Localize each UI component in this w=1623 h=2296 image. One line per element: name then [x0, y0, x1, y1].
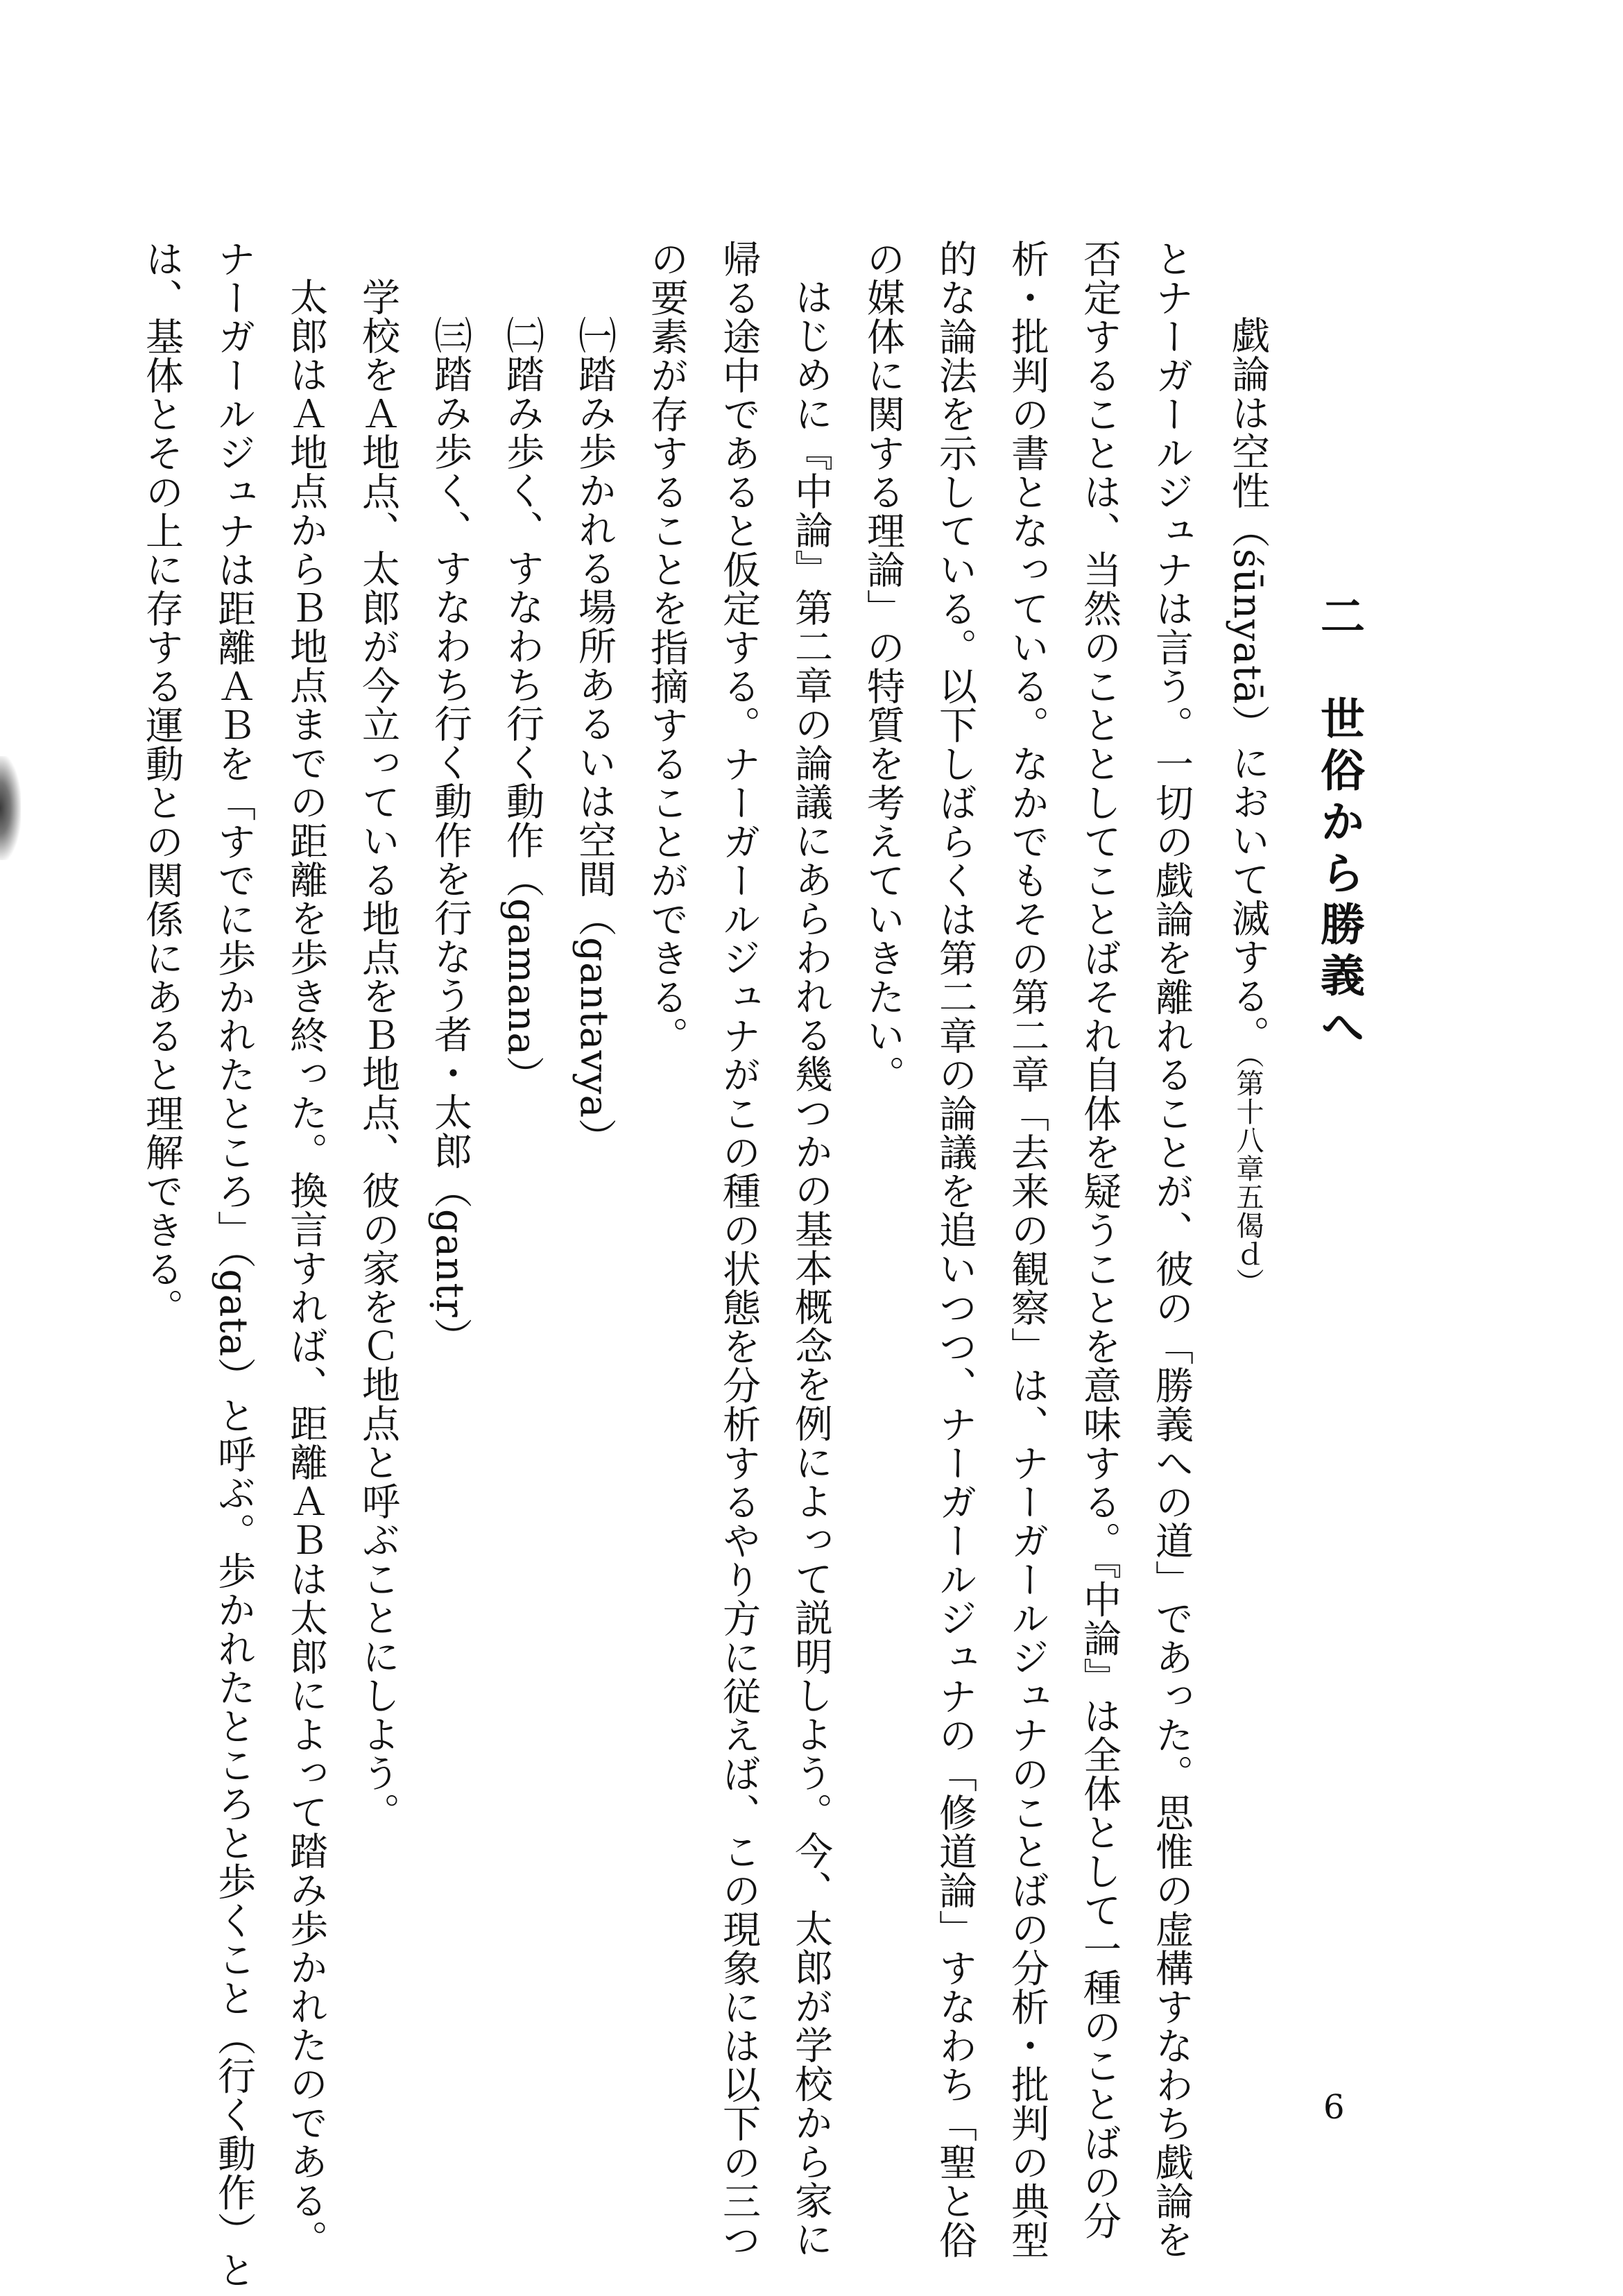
text-column: 太郎はＡ地点からＢ地点までの距離を歩き終った。換言すれば、距離ＡＢは太郎によって踏み歩かれたのである。: [284, 277, 328, 2259]
text-column: [1221, 316, 1275, 1296]
binding-shadow: [0, 756, 21, 860]
text-column: 析・批判の書となっている。なかでもその第二章「去来の観察」は、ナーガールジュナのことばの分析・批判の典型: [1005, 239, 1049, 2259]
text-column: 学校をＡ地点、太郎が今立っている地点をＢ地点、彼の家をＣ地点と呼ぶことにしよう。: [356, 277, 400, 1831]
text-column: 的な論法を示している。以下しばらくは第二章の論議を追いつつ、ナーガールジュナの「修道論」すなわち「聖と俗: [933, 239, 977, 2259]
text-column: 否定することは、当然のこととしてことばそれ自体を疑うことを意味する。『中論』は全体として一種のことばの分: [1077, 239, 1122, 2241]
column-text: 戯論は空性（śūnyatā）において滅する。: [1226, 316, 1270, 1054]
text-column: ナーガールジュナは距離ＡＢを「すでに歩かれたところ」（gata）と呼ぶ。歩かれたところと歩くこと（行く動作）と: [212, 239, 256, 2290]
page-number: 6: [1323, 2088, 1345, 2127]
list-item: ㈢踏み歩く、すなわち行く動作を行なう者・太郎（gantṛ）: [428, 316, 472, 1357]
chapter-verse-reference: （第十八章五偈ｄ）: [1232, 1054, 1264, 1296]
text-column: とナーガールジュナは言う。一切の戯論を離れることが、彼の「勝義への道」であった。思惟の虚構すなわち戯論を: [1149, 239, 1194, 2259]
list-item: ㈡踏み歩く、すなわち行く動作（gamana）: [500, 316, 544, 1095]
list-item: ㈠踏み歩かれる場所あるいは空間（gantavya）: [572, 316, 617, 1158]
text-column: はじめに『中論』第二章の論議にあらわれる幾つかの基本概念を例によって説明しよう。今、太郎が学校から家に: [789, 277, 833, 2259]
text-column: の要素が存することを指摘することができる。: [644, 239, 689, 1055]
text-column: は、基体とその上に存する運動との関係にあると理解できる。: [139, 239, 184, 1327]
section-heading: 二 世俗から勝義へ: [1313, 593, 1365, 1055]
text-column: 帰る途中であると仮定する。ナーガールジュナがこの種の状態を分析するやり方に従えば、この現象には以下の三つ: [716, 239, 761, 2259]
text-column: の媒体に関する理論」の特質を考えていきたい。: [861, 239, 905, 1094]
